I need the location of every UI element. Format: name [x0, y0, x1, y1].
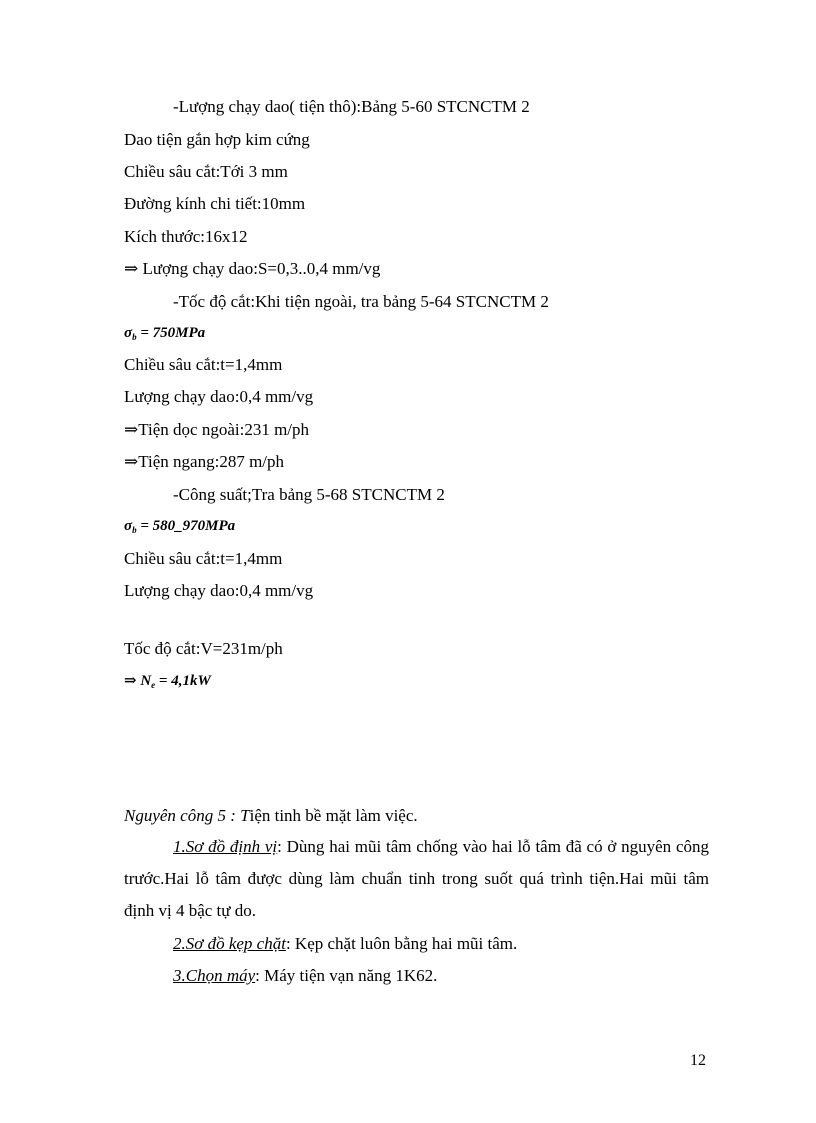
cutting-speed-value: Tốc độ cắt:V=231m/ph [124, 639, 283, 658]
formula-power: ⇒ $N_e = 4,1kW$ [124, 673, 211, 690]
cross-turning: ⇒Tiện ngang:287 m/ph [124, 452, 285, 471]
feed-rate-3: Lượng chạy dao:0,4 mm/vg [124, 581, 314, 600]
tool-size: Kích thước:16x12 [124, 227, 248, 246]
cut-depth-2: Chiều sâu cắt:t=1,4mm [124, 355, 283, 374]
cut-depth-3: Chiều sâu cắt:t=1,4mm [124, 549, 283, 568]
page-number: 12 [690, 1052, 706, 1069]
feed-rate-2: Lượng chạy dao:0,4 mm/vg [124, 387, 314, 406]
part-diameter: Đường kính chi tiết:10mm [124, 194, 306, 213]
machine-choice-paragraph: 3.Chọn máy: Máy tiện vạn năng 1K62. [173, 966, 438, 985]
tool-type: Dao tiện gắn hợp kim cứng [124, 130, 310, 149]
feed-rate-heading: -Lượng chạy dao( tiện thô):Bảng 5-60 STCNCTM 2 [173, 97, 530, 116]
clamping-scheme-paragraph: 2.Sơ đồ kẹp chặt: Kẹp chặt luôn bằng hai mũi tâm. [173, 934, 518, 953]
locating-scheme-paragraph: 1.Sơ đồ định vị: Dùng hai mũi tâm chống vào hai lỗ tâm đã có ở nguyên công trước.Hai lỗ tâm được dùng làm chuẩn tinh trong suốt quá trình tiện.Hai mũi tâm định vị 4 bậc tự do. [124, 837, 709, 920]
longitudinal-turning: ⇒Tiện dọc ngoài:231 m/ph [124, 420, 310, 439]
cutting-speed-heading: -Tốc độ cắt:Khi tiện ngoài, tra bảng 5-64 STCNCTM 2 [173, 292, 549, 311]
cut-depth: Chiều sâu cắt:Tới 3 mm [124, 162, 288, 181]
feed-rate-result: ⇒ Lượng chạy dao:S=0,3..0,4 mm/vg [124, 259, 381, 278]
section-5-heading: Nguyên công 5 : Tiện tinh bề mặt làm việc. [124, 806, 418, 825]
formula-sigma-750: $\sigma_b = 750MPa$ [124, 325, 206, 342]
formula-sigma-range: $\sigma_b$ = 580_970MPa [124, 518, 236, 535]
power-heading: -Công suất;Tra bảng 5-68 STCNCTM 2 [173, 485, 445, 504]
